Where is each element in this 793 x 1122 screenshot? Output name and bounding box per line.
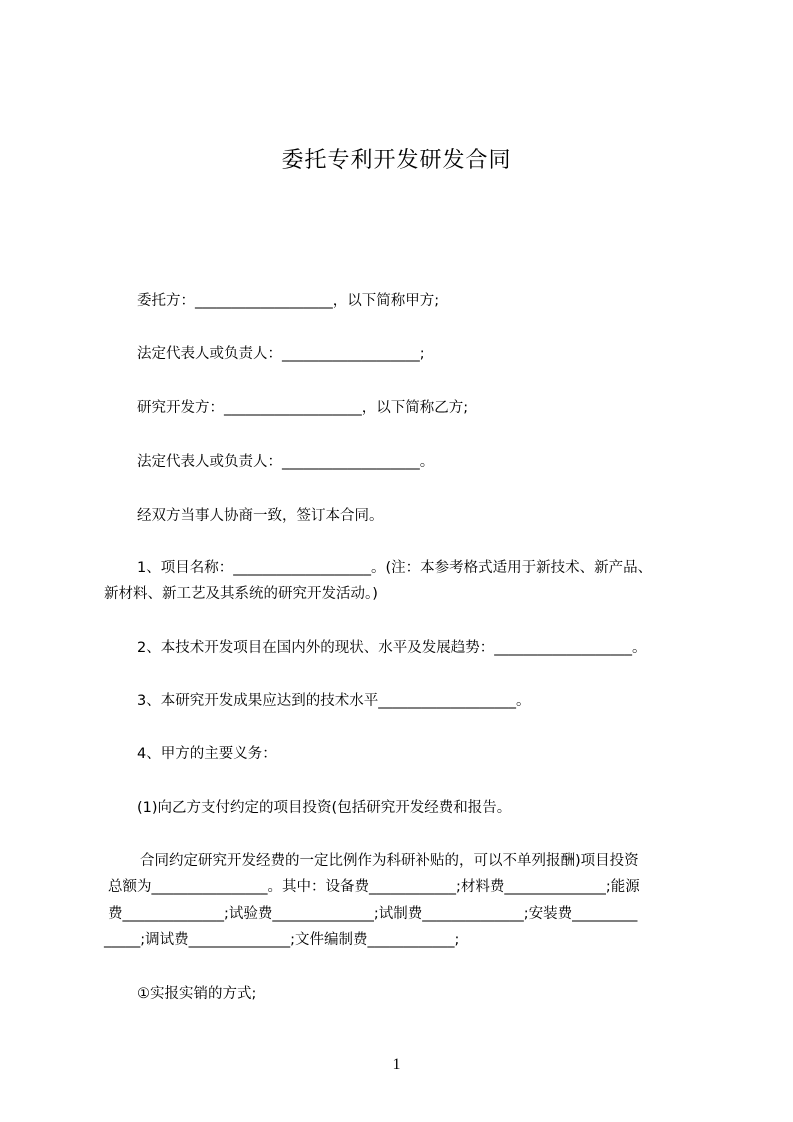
paragraph-item-1: 1、项目名称：___________________。(注：本参考格式适用于新技术、新产品、 [137, 560, 653, 576]
paragraph-reimbursement-method: ①实报实销的方式; [137, 986, 257, 1002]
paragraph-developer-representative: 法定代表人或负责人：___________________。 [137, 454, 435, 470]
paragraph-client: 委托方：___________________，以下简称甲方; [137, 293, 440, 309]
paragraph-funding-line-4: _____;调试费______________;文件编制费____________; [104, 932, 460, 948]
paragraph-item-4: 4、甲方的主要义务： [137, 746, 277, 762]
paragraph-item-1-continued: 新材料、新工艺及其系统的研究开发活动。) [104, 586, 378, 602]
paragraph-developer: 研究开发方：___________________，以下简称乙方; [137, 400, 469, 416]
paragraph-agreement: 经双方当事人协商一致，签订本合同。 [137, 508, 384, 524]
document-title: 委托专利开发研发合同 [281, 148, 512, 173]
page-number: 1 [392, 1056, 401, 1073]
paragraph-funding-line-1: 合同约定研究开发经费的一定比例作为科研补贴的，可以不单列报酬)项目投资 [140, 853, 639, 869]
paragraph-funding-line-3: 费______________;试验费______________;试制费______________;安装费_________ [108, 906, 638, 922]
paragraph-item-3: 3、本研究开发成果应达到的技术水平___________________。 [137, 693, 531, 709]
paragraph-obligation-1: (1)向乙方支付约定的项目投资(包括研究开发经费和报告。 [137, 800, 512, 816]
paragraph-item-2: 2、本技术开发项目在国内外的现状、水平及发展趋势：___________________。 [137, 640, 647, 656]
paragraph-funding-line-2: 总额为________________。其中：设备费____________;材料费______________;能源 [108, 879, 640, 895]
paragraph-client-representative: 法定代表人或负责人：___________________; [137, 346, 425, 362]
